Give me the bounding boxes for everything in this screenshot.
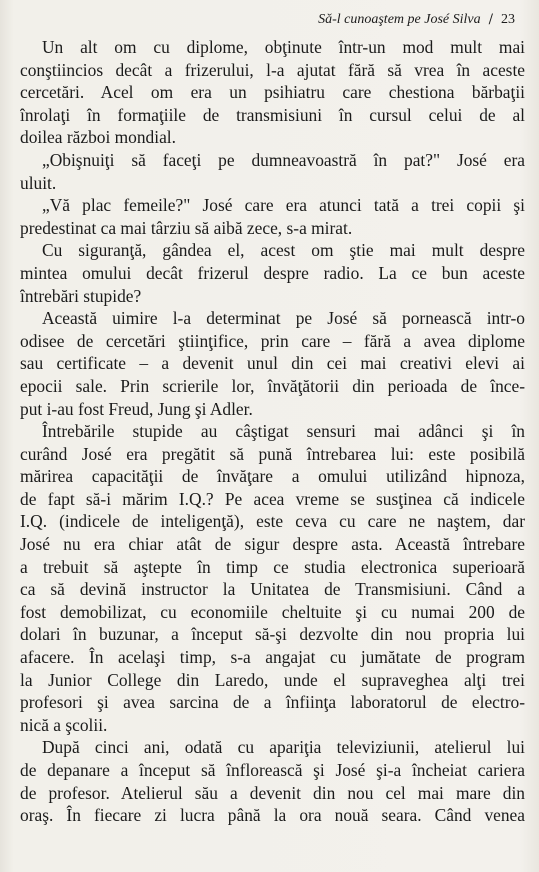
text-line: Această uimire l-a determinat pe José să pornească intr-o — [42, 308, 525, 329]
text-line: doilea război mondial. — [20, 127, 176, 148]
text-line: de fapt să-i mărim I.Q.? Pe acea vreme se susţinea că indicele — [20, 488, 525, 509]
text-line: put i-au fost Freud, Jung şi Adler. — [20, 398, 253, 419]
paragraph — [20, 194, 525, 239]
text-line: oraş. În fiecare zi lucra până la ora nouă seara. Când venea — [20, 805, 525, 826]
text-line: conştiincios decât a frizerului, l-a ajutat fără să vrea în aceste — [20, 59, 525, 80]
text-line: cercetări. Acel om era un psihiatru care chestiona bărbaţii — [20, 82, 525, 103]
header-separator: / — [488, 12, 493, 27]
paragraph — [20, 420, 525, 736]
text-line: „Obişnuiţi să faceţi pe dumneavoastră în pat?" José era — [42, 149, 525, 170]
running-title: Să-l cunoaştem pe José Silva — [318, 12, 481, 27]
page-number: 23 — [501, 12, 515, 27]
text-line: profesori şi avea sarcina de a înfiinţa laboratorul de electro- — [20, 692, 525, 713]
paragraph — [20, 307, 525, 420]
text-line: Întrebările stupide au câştigat sensuri mai adânci şi în — [42, 421, 525, 442]
text-line: nică a şcolii. — [20, 714, 108, 735]
text-line: mărirea capacităţii de învăţare a omului utilizând hipnoza, — [20, 466, 525, 487]
text-line: a trebuit să aştepte în timp ce studia electronica superioară — [20, 556, 525, 577]
running-header — [20, 10, 515, 30]
text-line: Cu siguranţă, gândea el, acest om ştie mai mult despre — [42, 240, 525, 261]
paragraph — [20, 149, 525, 194]
text-line: întrebări stupide? — [20, 285, 142, 306]
text-line: sau certificate – a devenit unul din cei mai creativi elevi ai — [20, 353, 525, 374]
text-line: „Vă plac femeile?" José care era atunci tată a trei copii şi — [42, 195, 525, 216]
text-line: dolari în buzunar, a început să-şi dezvolte din nou propria lui — [20, 624, 525, 645]
text-line: afacere. În acelaşi timp, s-a angajat cu jumătate de program — [20, 647, 525, 668]
text-line: curând José era pregătit să pună întrebarea lui: este posibilă — [20, 443, 525, 464]
paragraph — [20, 736, 525, 826]
text-line: fost demobilizat, cu economiile cheltuite şi cu numai 200 de — [20, 601, 525, 622]
text-line: la Junior College din Laredo, unde el supraveghea alţi trei — [20, 669, 525, 690]
text-line: José nu era chiar atât de sigur despre asta. Această întrebare — [20, 534, 525, 555]
body-text — [20, 36, 525, 827]
text-line: înrolaţi în formaţiile de transmisiuni în cursul celui de al — [20, 104, 525, 125]
text-line: de profesor. Atelierul său a devenit din nou cel mai mare din — [20, 782, 525, 803]
text-line: epocii sale. Prin scrierile lor, învăţătorii din perioada de înce- — [20, 375, 525, 396]
text-line: Un alt om cu diplome, obţinute într-un mod mult mai — [42, 37, 525, 57]
paragraph — [20, 239, 525, 307]
text-line: După cinci ani, odată cu apariţia televiziunii, atelierul lui — [42, 737, 525, 758]
text-line: predestinat ca mai târziu să aibă zece, s-a mirat. — [20, 217, 353, 238]
text-line: uluit. — [20, 172, 57, 193]
text-line: ca să devină instructor la Unitatea de Transmisiuni. Când a — [20, 579, 525, 600]
text-line: mintea omului decât frizerul despre radio. La ce bun aceste — [20, 262, 525, 283]
paragraph — [20, 36, 525, 149]
text-line: I.Q. (indicele de inteligenţă), este ceva cu care ne naştem, dar — [20, 511, 525, 532]
text-line: de depanare a început să înflorească şi José şi-a încheiat cariera — [20, 760, 525, 780]
text-line: odisee de cercetări ştiinţifice, prin care – fără a avea diplome — [20, 330, 525, 351]
